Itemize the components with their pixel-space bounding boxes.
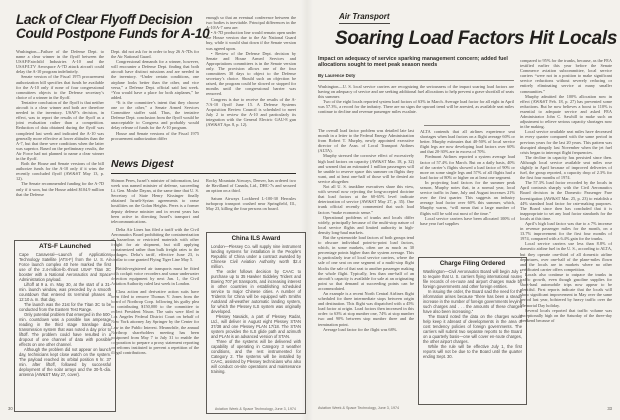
charge-box-body <box>423 269 522 359</box>
a10-article-column-2 <box>111 49 199 157</box>
paragraph: London—Plessey Co. will supply nine instrument landing systems for installation in the People’s Republic of China under a contract awarded by Chinese Civil Aviation Authority worth $2.4 million. <box>211 243 301 269</box>
china-ils-award-box <box>206 232 306 414</box>
atsf-box-body <box>19 252 111 377</box>
paragraph: The Board noted the data on the charges would help keep it abreast of developments in the area of cost tendency policies of foreign governments. The carriers will submit two separate reports to the Board on a quarterly basis—one will cover en-route charges, the other airport charges. <box>423 313 522 344</box>
paragraph: The decline in capacity has persisted since then. Although local service available seat miles rose slightly in April because of improved deliveries of fuel, the group reported, a capacity drop of 2.3% for the first four months of 1974. <box>520 154 612 181</box>
paragraph: Only potential problem that emerged in the 500-min. countdown was a possible low amperage reading in the third stage translage data transmission system that was noted a day prior to liftoff. The problem could have resulted in a dropout of one channel of data with possible effects on one other channel. <box>19 311 111 347</box>
paragraph: ALTA contends that all airlines experience seat shortages when load factors on a flight average 60% or better. Murphy estimates that 40-50% of local service flight legs are now developing load factors over 60% and that 20-30% are in excess of 70%. <box>420 129 515 155</box>
paragraph: In issuing the order, the Board said the need for the information arises because “there has been a steady increase in the number of foreign governments levying such charges and . . . the amounts of these charges have also been increasing.” <box>423 288 522 314</box>
china-box-title: China ILS Award <box>231 235 281 242</box>
paragraph: Delta Air Lines has filed a tariff with the Civil Aeronautics Board prohibiting the containerization of hazardous or restricted materials with other freight for air shipment, but still applying containerized rather than bulk freight rates to the packages. Delta’s tariff, effective June 23, is similar to one granted Flying Tiger Line May 5. <box>111 226 199 263</box>
paragraph: Congressional demands for a winner, however, will encounter a Defense Dept. finding that both aircraft have distinct missions and are needed in the inventory. “Under certain conditions, one airplane looks better than the other, and vice versa,” a Defense Dept. official said last week. “You would have a place for both airplanes,” he added. <box>111 59 199 100</box>
paragraph: Operational problems of trunks and locals differ widely, principally because of the multi-stop nature of local service flights and limited authority in high-density long-haul markets. <box>318 214 414 235</box>
paragraph: Murphy stressed the corrosive effect of excessively high load factors on capacity (AW&ST Mar. 18, p. 32) and warned that an estimated 1 million passengers will be unable to reserve space this summer on flights they want, and at least one-half of those will be denied air service altogether. <box>318 153 414 184</box>
paragraph: Saturn Airways Lockheed L-100-30 Hercules turboprop transport crashed near Springfield, Ill., May 23, killing the four persons on board. <box>206 196 296 212</box>
paragraph: Three of the systems will be delivered with capability of operating in Category 3 weather conditions, and the rest instrumented for Category 2. The systems will be installed by CAAC, assisted by Plessey technicians who also will conduct on-site operations and maintenance training. <box>211 338 301 374</box>
left-page-footer: Aviation Week & Space Technology, June 3, 1974 <box>214 407 296 411</box>
paragraph: Piedmont Airlines reported a system average load factor of 57.4% for March. But on a daily basis, 40% of the carrier’s flights showed a load factor of 90% or more on some single legs and 57% of all flights had a load factor of 80% or higher on at least one segment. <box>420 154 515 180</box>
paragraph: Local service carriers have been allocated 100% of base year fuel supplies <box>420 215 515 226</box>
left-page-number: 30 <box>8 406 13 411</box>
paragraph: Average load factor for the flight was 68%. <box>323 326 398 332</box>
paragraph: Washington—Failure of the Defense Dept. to name a clear winner in the flyoff between the USAF/Fairchild Industries A-10 and the USAF/LTV Aerospace A-7D attack aircraft could delay the A-10 program indefinitely. <box>16 49 104 75</box>
paragraph: Not all U. S. trunkline executives share this view, with several now rejecting the long-accepted doctrine that load factors at the 60-65% level indicate deterioration of service (AW&ST May 27, p. 35). One trunk official recently commented that such load factors “make economic sense.” <box>318 184 414 215</box>
paragraph: “It is the committee’s intent that they choose one or the other,” a Senate Armed Services Committee staffer said. Thus, the tentative Defense Dept. conclusion from the flyoff would be unacceptable to Congress and probably would delay release of funds for the A-10 program. <box>111 99 199 131</box>
byline-rule <box>318 80 514 81</box>
load-factors-column-a <box>318 128 414 396</box>
air-transport-kicker: Air Transport <box>339 12 390 24</box>
paragraph: Two of the eight locals reported system load factors of 63% in March. Average load factor for all eight in April was 57.3%, a record for the industry. There are no signs the upward trend will be arrested, as available seat miles continue to decline and revenue passenger miles escalate. <box>318 99 514 115</box>
load-factors-lead <box>318 84 514 124</box>
paragraph: Several locals reported that traffic volume was exceptionally high on the Saturday of the three-day weekend because of <box>520 307 612 323</box>
paragraph: Class action and derivative action suits have been filed to remove Thomas V. Jones from the board of Northrop Corp. following his guilty plea to contributing $150,000 to the committee to reelect President Nixon. The suits were filed in Los Angeles Federal District Court on behalf of New York attorney Jay Springer by the Center for Law in the Public Interest. Meanwhile, the annual Northrop shareholders meeting has been postponed from May 7 to July 31 to enable the corporation to prepare a proxy statement reporting on reforms instituted to prevent a repetition of the illegal contributions. <box>111 288 199 355</box>
paragraph: Although the problem did not appear on launch day, technicians kept close watch on the system. The payload reached its orbital position 6 hr. 37 min. after liftoff, followed by successful deployment of the solar arrays and the 30-ft.-dia. antenna (AW&ST May 27, cover). <box>19 346 111 377</box>
atsf-box-title: ATS-F Launched <box>39 243 91 250</box>
paragraph: Murphy admitted the 100% allocation now in effect (AW&ST Feb. 18, p. 27) has prevented some reductions. But he now believes a boost to 110% is essential to adequate service and asked FEA Administrator John C. Sawhill to make such an adjustment to relieve serious capacity shortages now in the making. <box>520 93 612 130</box>
headline-line-1: Lack of Clear Flyoff Decision <box>16 12 193 27</box>
load-factors-subhead: Impact on adequacy of service sparking management concern; added fuel allocations sought to meet peak season needs <box>318 56 508 69</box>
paragraph: Washington—U. S. local service carriers are recognizing the seriousness of the impact soaring load factors are having on adequacy of service and are seeking additional fuel allocations to help prevent a grave shortfall of seats this summer. <box>318 84 514 100</box>
charge-filing-ordered-box <box>418 257 527 405</box>
load-factors-column-c <box>520 58 612 398</box>
right-page <box>305 0 620 420</box>
paragraph: The launch was the 21st for the Titan 3C to be conducted from the Eastern Test Range. <box>19 301 111 312</box>
paragraph: In projecting load factors for the summer peak season, Murphy notes that, in a normal year, local service traffic in June, July and August increases 21% over the first quarter. This suggests an industry average load factor over 60% this summer, which, Murphy warns, “will mean that a large number of flights will be sold out most of the time.” <box>420 179 515 216</box>
byline: By Laurence Doty <box>318 73 356 78</box>
paragraph: April’s high load factor was due to a 7% increase in revenue passenger miles for the month, on a 13.7% improvement for the first four months of 1974, compared with a 6.4% gain for the trunks. <box>520 221 612 242</box>
china-box-body <box>211 244 301 374</box>
paragraph: Shimon Peres, Israel’s minister of information, last week was named minister of defense, succeeding Lt. Gen. Moshe Dayan, at the same time that U. S. Secretary of State Henry Kissinger finally obtained Israeli-Syrian agreements to cease hostilities on the Golan Heights. Peres is a former deputy defense minister and in recent years has been active in directing Israel’s transport and telecommunications. <box>111 178 199 224</box>
right-page-number: 33 <box>607 406 612 411</box>
atsf-launched-box <box>14 240 116 412</box>
paragraph: While the rule will be effective July 1, the first reports will not be due to the Board until the quarter ending Sept. 30. <box>423 343 522 359</box>
paragraph: Congress is due to receive the results of the A-7/A-10 flyoff June 15. A Defense Systems Acquisition Review Council is scheduled to meet July 2 to review the A-10 and particularly its integration with the General Electric GAU-8 gun (AW&ST Apr. 8, p. 12). <box>206 96 296 127</box>
paragraph: House and Senate versions of the Fiscal 1975 procurement authorization differ <box>111 130 199 141</box>
paragraph: Washington—Civil Aeronautics Board will begin July 1 to require that U. S. carriers flying international routes file records of en-route and airport charges made by foreign governments and other foreign entities. <box>423 268 522 289</box>
load-factors-column-b <box>420 129 515 253</box>
news-digest-column-1 <box>111 178 199 400</box>
news-digest-title: News Digest <box>111 158 174 170</box>
load-factors-headline: Soaring Load Factors Hit Locals <box>335 28 618 49</box>
paragraph: Tentative conclusion of the flyoff is that neither aircraft is a clear winner and both are therefore needed in the inventory. USAF’s decision, in effect, was to report the results of the flyoff as a joint evaluation rather than a competition. Reduction of data obtained during the flyoff was completed last week and indicated the A-10 was generally more effective at lower altitudes than the A-7, but that there were conditions when the latter was superior. Based on the preliminary results, the Air Force had not planned to name a clear winner in the flyoff. <box>16 99 104 161</box>
paragraph: • A-7D production line would remain open under the House version due to the Air National Guard buy, while it would shut down if the Senate version was agreed upon. <box>206 30 296 51</box>
paragraph: But the systemwide load factors of both groups tend to obscure individual point-to-point load factors, which, in some markets, often are as much as 30 percentage points higher than the system average. This is particularly true of local service carriers, where the sale of one seat on one segment of a multi-stop flight blocks the sale of that seat to another passenger making the whole flight. Typically, less than one-half of an aircraft’s capacity is available for sale at an originating point so that demand at succeeding points can be accommodated. <box>318 234 414 291</box>
paragraph: enough so that an eventual conference between the two bodies is inevitable. Principal differences in the A-10/A-7 area are: <box>206 15 296 31</box>
paragraph: Locals also continue to outpace the trunks in traffic growth, even though gasoline supplies for short-haul automobile trips now appear to be plentiful. First reports indicate that the locals will show significant improvement in May over the same period last year, bolstered by heavy traffic over the Memorial Day holiday. <box>520 271 612 308</box>
paragraph: The 57.3% load factor recorded by the locals in April contrasts sharply with the Civil Aeronautics Board decision in the Domestic Passenger Fare Investigation (AW&ST Mar. 25, p. 23) to establish a 44% standard load factor for rate-making purposes. The Board since then has concluded that it is inappropriate to set any load factor standards for the locals at this time. <box>520 180 612 221</box>
paragraph: British-registered air transports must be fitted with cockpit voice recorders and sonar underwater detection equipment by next Jan. 1, the Civil Aviation Authority ruled last week in London. <box>111 265 199 286</box>
paragraph: The order follows decision by CAAC to purchase up to 35 Hawker Siddeley Trident and Boeing 707 jet transports, and increasing interest in other countries in establishing scheduled service to major Chinese cities. A number of Tridents for China will be equipped with Smiths Autoland all-weather automatic landing system, for which the Plessey ILS system was originally developed. <box>211 268 301 314</box>
paragraph: compared to 95% for the trunks, because, as the FEA testified earlier this year before the Senate Commerce aviation subcommittee, local service carriers “were not in a position to make significant service reductions without severely reducing or entirely eliminating service at many smaller communities.” <box>520 58 612 94</box>
paragraph: • Review of the Defense Dept. decision by Senate and House Armed Services and Appropriations committees is in the Senate version only. The provision allows one of the four committees 30 days to object to the Defense secretary’s choice. Should such an objection be raised, the program could be slowed or stopped for months until the congressional barrier was removed. <box>206 50 296 97</box>
paragraph: The Senate recommended funding for the A-7D only if it won, but the House added $104.9 million that the Defense <box>16 181 104 197</box>
charge-box-title: Charge Filing Ordered <box>439 260 506 267</box>
right-page-footer: Aviation Week & Space Technology, June 3, 1974 <box>318 406 400 410</box>
paragraph: The overall load factor problem was detailed late last month in a letter to the Federal Energy Administration from Robert T. Murphy, newly appointed executive director of the Assn. of Local Transport Airlines (ALTA). <box>318 128 414 154</box>
headline-line-2: Could Postpone Funds for A-10 <box>16 25 210 41</box>
left-page <box>0 0 305 420</box>
paragraph: Both the House and Senate versions of the bill authorize funds for the A-10 only if it wins the recently concluded flyoff (AW&ST May 13, p. 12). <box>16 161 104 182</box>
paragraph: Liftoff at 9 a. m. May 30, at the start of a 31-min. launch window, was preceded by a smooth countdown that entered its terminal phases at 12:10 a. m. that day. <box>19 281 111 302</box>
paragraph: Plessey Navaids, a part of Plessey Radar, Ltd., will deliver in August eight Plessey STAN 37/38 and one Plessey PLAN 17/18. The STAN system provides the ILS glide path and azimuth and PLAN is an advanced version of STAN. <box>211 313 301 339</box>
paragraph: Senate version of the Fiscal 1975 procurement authorization bill specifies that funds be available for the A-10 only if none of four congressional committees objects to the Defense secretary’s choice of a winner in the flyoff. <box>16 74 104 100</box>
news-digest-column-2 <box>206 178 296 228</box>
paragraph: Cape Canaveral—Launch of Applications Technology Satellite (ATS-F) from the U. S. Air Force launch complex 40 here marked the first use of the 2.4-million-lb.-thrust USAF Titan 3C booster with a National Aeronautics and Space Administration payload. <box>19 251 111 282</box>
column-b-divider <box>424 125 510 126</box>
paragraph: An example is a recent North Central Airlines flight scheduled for three intermediate stops between origin and destination. This flight was dispatched with a 45% load factor at origin. Load factors then increased in this order: to 63% at stop number one, 74% at stop number two and 90% between stop number three and the termination point. <box>318 291 414 327</box>
a10-article-column-1 <box>16 49 104 235</box>
news-digest-rule <box>111 173 296 174</box>
a10-article-column-3 <box>206 15 296 169</box>
paragraph: Local service available seat miles have decreased in every quarter compared with the same period in previous years for the last 20 years. This pattern was disrupted abruptly last November when the jet fuel crisis began to interrupt flight frequencies. <box>520 129 612 155</box>
paragraph: Dept. did not ask for in order to buy 26 A-7Ds for the Air National Guard. <box>111 49 199 60</box>
paragraph: Local service carriers use less than 8.8% of domestic airline fuel in the U. S., according to ALTA, but they operate one-third of all domestic airline departures, over one-half of the plane-miles flown and the locals are in markets where no other certificated carrier offers competition. <box>520 241 612 272</box>
paragraph: Rocky Mountain Airways, Denver, has ordered two de Havilland of Canada, Ltd., DHC-7s and secured an option on a third. <box>206 178 296 194</box>
